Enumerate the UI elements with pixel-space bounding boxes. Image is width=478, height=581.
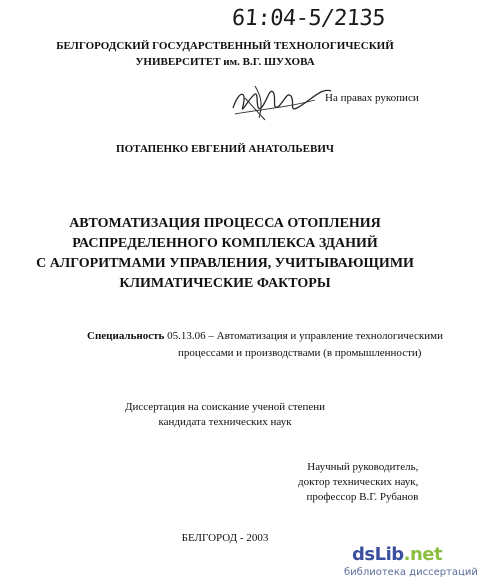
specialty-text: 05.13.06 – Автоматизация и управление технологическими	[164, 330, 443, 342]
dissertation-title	[0, 214, 450, 294]
logo-main: dsLib	[352, 544, 404, 565]
supervisor-block	[298, 460, 418, 505]
catalog-number: 61:04-5/2135	[231, 6, 386, 31]
supervisor-line-3: профессор В.Г. Рубанов	[306, 491, 419, 503]
author-name: ПОТАПЕНКО ЕВГЕНИЙ АНАТОЛЬЕВИЧ	[116, 143, 334, 155]
specialty-label: Специальность	[87, 330, 165, 342]
title-line: РАСПРЕДЕЛЕННОГО КОМПЛЕКСА ЗДАНИЙ	[72, 236, 378, 251]
degree-line-2: кандидата технических наук	[158, 416, 292, 428]
specialty-line-2: процессами и производствами (в промышленности)	[178, 347, 422, 359]
supervisor-line-2: доктор технических наук,	[298, 476, 419, 488]
title-line: КЛИМАТИЧЕСКИЕ ФАКТОРЫ	[119, 276, 331, 291]
university-name	[0, 38, 450, 70]
degree-line-1: Диссертация на соискание ученой степени	[124, 401, 326, 413]
rights-note: На правах рукописи	[325, 92, 419, 104]
dissertation-degree	[0, 400, 450, 430]
specialty-line-1	[87, 330, 443, 342]
city-year: БЕЛГОРОД - 2003	[181, 532, 269, 544]
handwritten-signature	[225, 78, 335, 128]
logo-tld: .net	[403, 544, 443, 565]
supervisor-line-1: Научный руководитель,	[307, 461, 419, 473]
title-line: АВТОМАТИЗАЦИЯ ПРОЦЕССА ОТОПЛЕНИЯ	[69, 216, 381, 231]
dslib-watermark[interactable]	[344, 544, 478, 581]
dslib-logo	[352, 544, 442, 565]
watermark-subtitle: библиотека диссертаций	[344, 567, 478, 578]
title-line: С АЛГОРИТМАМИ УПРАВЛЕНИЯ, УЧИТЫВАЮЩИМИ	[36, 256, 414, 271]
university-line-2: УНИВЕРСИТЕТ им. В.Г. ШУХОВА	[135, 56, 315, 68]
university-line-1: БЕЛГОРОДСКИЙ ГОСУДАРСТВЕННЫЙ ТЕХНОЛОГИЧЕСКИЙ	[56, 40, 394, 52]
